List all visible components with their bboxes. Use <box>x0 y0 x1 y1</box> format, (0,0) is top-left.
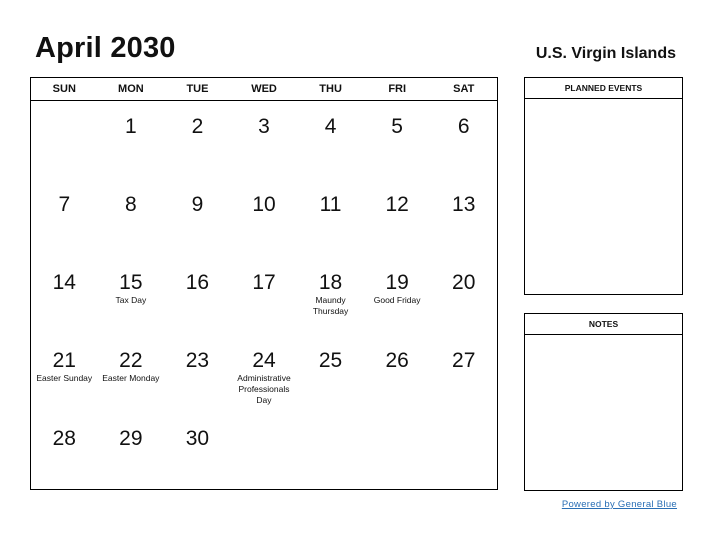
weekday-sun: SUN <box>52 83 76 95</box>
day-cell <box>364 101 431 179</box>
region-label: U.S. Virgin Islands <box>535 45 676 62</box>
day-number: 20 <box>452 271 476 294</box>
day-cell <box>231 335 298 413</box>
day-cell <box>98 179 165 257</box>
day-number: 24 <box>252 349 276 372</box>
day-number: 4 <box>324 115 337 138</box>
day-cell <box>31 335 98 413</box>
day-number: 5 <box>391 115 403 138</box>
day-number: 19 <box>385 271 409 294</box>
day-number: 30 <box>185 427 210 450</box>
day-cell <box>31 257 98 335</box>
day-cell <box>430 101 497 179</box>
planned-events-panel <box>524 77 683 295</box>
day-cell <box>164 413 231 491</box>
day-number: 7 <box>58 193 71 216</box>
day-number: 1 <box>125 115 137 138</box>
day-cell <box>231 101 298 179</box>
day-number: 23 <box>185 349 210 372</box>
day-number: 29 <box>119 427 143 450</box>
holiday-label: Easter Monday <box>102 373 160 383</box>
weekday-tue: TUE <box>186 83 209 95</box>
day-number: 6 <box>457 115 470 138</box>
day-number: 15 <box>119 271 143 294</box>
holiday-label: Maundy Thursday <box>312 295 349 316</box>
day-number: 2 <box>191 115 204 138</box>
day-cell <box>430 335 497 413</box>
day-cell <box>297 413 364 491</box>
day-cell <box>430 179 497 257</box>
day-cell <box>231 413 298 491</box>
notes-panel <box>524 313 683 491</box>
day-cell <box>164 179 231 257</box>
day-number: 28 <box>52 427 76 450</box>
holiday-label: Good Friday <box>373 295 421 305</box>
day-cell <box>231 179 298 257</box>
day-cell <box>98 413 165 491</box>
day-cell <box>297 335 364 413</box>
day-number: 3 <box>258 115 270 138</box>
day-number: 26 <box>385 349 409 372</box>
day-cell <box>31 413 98 491</box>
day-cell <box>98 101 165 179</box>
holiday-label: Administrative Professionals Day <box>237 373 291 405</box>
notes-heading: NOTES <box>525 314 682 335</box>
day-number: 17 <box>252 271 276 294</box>
day-cell <box>364 179 431 257</box>
day-cell <box>164 335 231 413</box>
day-number: 11 <box>319 193 342 216</box>
weekday-header <box>31 78 497 101</box>
day-cell <box>297 179 364 257</box>
day-cell <box>231 257 298 335</box>
day-number: 9 <box>191 193 204 216</box>
weekday-wed: WED <box>251 83 277 95</box>
day-number: 16 <box>185 271 210 294</box>
day-cell <box>31 179 98 257</box>
day-cell <box>430 413 497 491</box>
day-cell <box>98 257 165 335</box>
day-cell <box>98 335 165 413</box>
day-cell <box>430 257 497 335</box>
day-cell <box>297 257 364 335</box>
day-cell <box>164 257 231 335</box>
day-number: 21 <box>52 349 76 372</box>
day-number: 18 <box>318 271 343 294</box>
day-cell <box>364 257 431 335</box>
day-number: 13 <box>452 193 476 216</box>
day-number: 8 <box>125 193 137 216</box>
month-title: April 2030 <box>35 32 176 64</box>
planned-events-heading: PLANNED EVENTS <box>525 78 682 99</box>
day-cell <box>31 101 98 179</box>
holiday-label: Tax Day <box>115 295 147 305</box>
day-cell <box>164 101 231 179</box>
day-cell <box>364 335 431 413</box>
weekday-fri: FRI <box>388 83 407 95</box>
day-number: 14 <box>52 271 76 294</box>
weekday-mon: MON <box>118 83 144 95</box>
day-number: 22 <box>119 349 143 372</box>
day-number: 25 <box>318 349 343 372</box>
day-number: 12 <box>385 193 409 216</box>
day-cell <box>297 101 364 179</box>
powered-by-link[interactable]: Powered by General Blue <box>561 499 677 510</box>
calendar-grid <box>30 77 498 490</box>
day-number: 10 <box>252 193 276 216</box>
calendar-body <box>31 101 497 491</box>
day-number: 27 <box>452 349 476 372</box>
weekday-thu: THU <box>319 83 342 95</box>
weekday-sat: SAT <box>453 83 475 95</box>
day-cell <box>364 413 431 491</box>
holiday-label: Easter Sunday <box>36 373 93 383</box>
